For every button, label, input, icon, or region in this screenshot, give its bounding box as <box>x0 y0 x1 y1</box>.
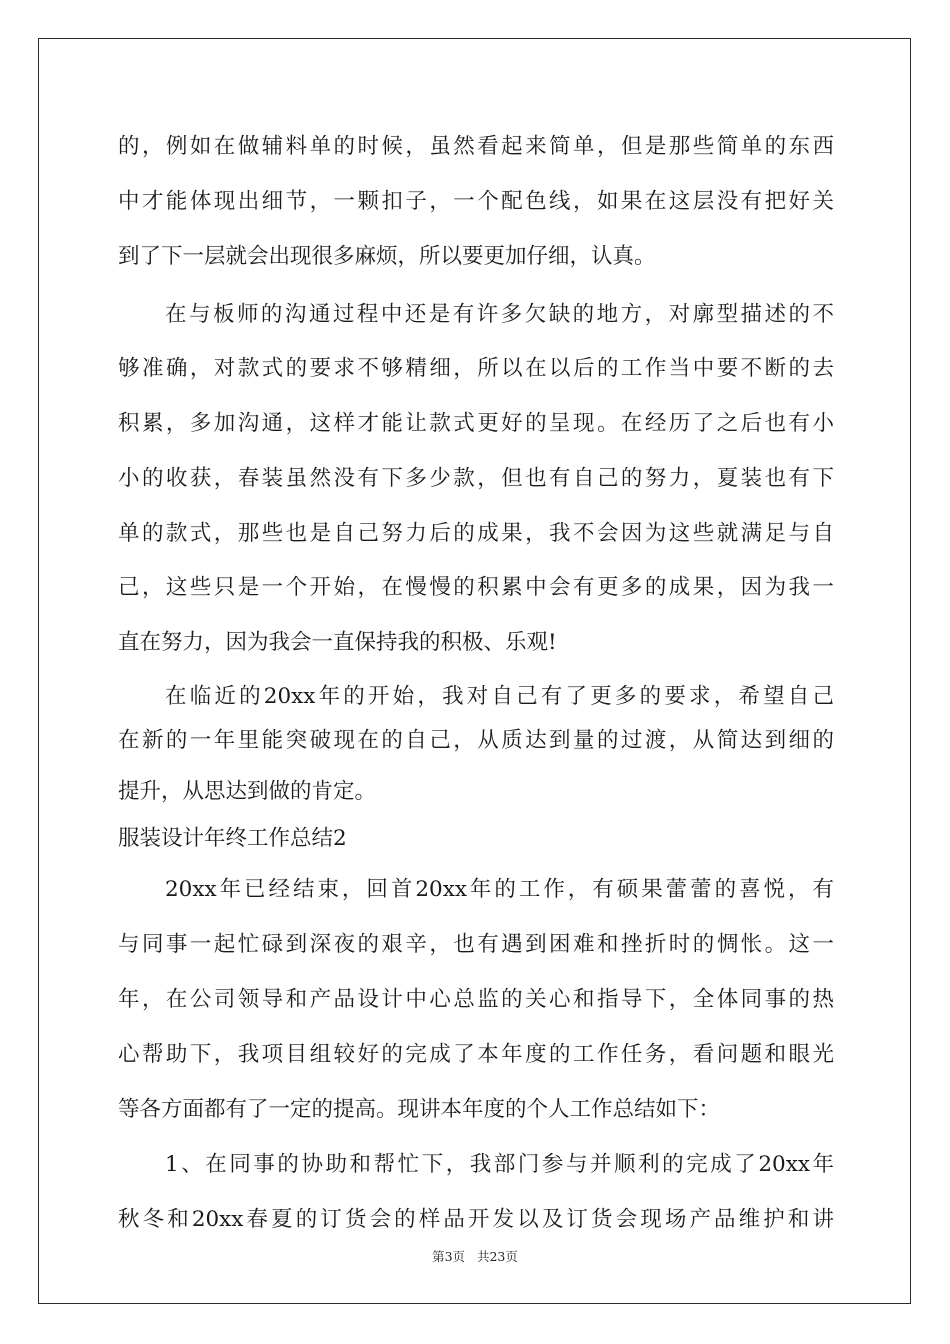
page-total: 共23页 <box>476 1249 518 1264</box>
page-footer <box>0 1247 950 1265</box>
section-heading: 服装设计年终工作总结2 <box>118 826 347 851</box>
paragraph-2-line-1: 在与板师的沟通过程中还是有许多欠缺的地方，对廓型描述的不 <box>165 302 834 327</box>
paragraph-5-line-2: 秋冬和20xx春夏的订货会的样品开发以及订货会现场产品维护和讲 <box>118 1207 834 1232</box>
paragraph-4-line-4: 心帮助下，我项目组较好的完成了本年度的工作任务，看问题和眼光 <box>118 1042 834 1067</box>
paragraph-1-line-3: 到了下一层就会出现很多麻烦，所以要更加仔细，认真。 <box>118 244 656 269</box>
paragraph-1-line-2: 中才能体现出细节，一颗扣子，一个配色线，如果在这层没有把好关 <box>118 189 834 214</box>
paragraph-2-line-3: 积累，多加沟通，这样才能让款式更好的呈现。在经历了之后也有小 <box>118 411 834 436</box>
paragraph-2-line-4: 小的收获，春装虽然没有下多少款，但也有自己的努力，夏装也有下 <box>118 466 834 491</box>
paragraph-2-line-7: 直在努力，因为我会一直保持我的积极、乐观! <box>118 630 557 655</box>
paragraph-4-line-1: 20xx年已经结束，回首20xx年的工作，有硕果蕾蕾的喜悦，有 <box>165 877 834 902</box>
paragraph-2-line-6: 己，这些只是一个开始，在慢慢的积累中会有更多的成果，因为我一 <box>118 575 834 600</box>
paragraph-4-line-3: 年，在公司领导和产品设计中心总监的关心和指导下，全体同事的热 <box>118 987 834 1012</box>
paragraph-3-line-1: 在临近的20xx年的开始，我对自己有了更多的要求，希望自己 <box>165 684 834 709</box>
paragraph-2-line-2: 够准确，对款式的要求不够精细，所以在以后的工作当中要不断的去 <box>118 356 834 381</box>
page-number: 第3页 <box>432 1249 466 1264</box>
paragraph-4-line-2: 与同事一起忙碌到深夜的艰辛，也有遇到困难和挫折时的惆怅。这一 <box>118 932 834 957</box>
paragraph-5-line-1: 1、在同事的协助和帮忙下，我部门参与并顺利的完成了20xx年 <box>165 1152 834 1177</box>
paragraph-3-line-2: 在新的一年里能突破现在的自己，从质达到量的过渡，从简达到细的 <box>118 728 834 753</box>
paragraph-2-line-5: 单的款式，那些也是自己努力后的成果，我不会因为这些就满足与自 <box>118 521 834 546</box>
paragraph-4-line-5: 等各方面都有了一定的提高。现讲本年度的个人工作总结如下： <box>118 1097 721 1122</box>
paragraph-3-line-3: 提升，从思达到做的肯定。 <box>118 779 377 804</box>
paragraph-1-line-1: 的，例如在做辅料单的时候，虽然看起来简单，但是那些简单的东西 <box>118 134 834 159</box>
